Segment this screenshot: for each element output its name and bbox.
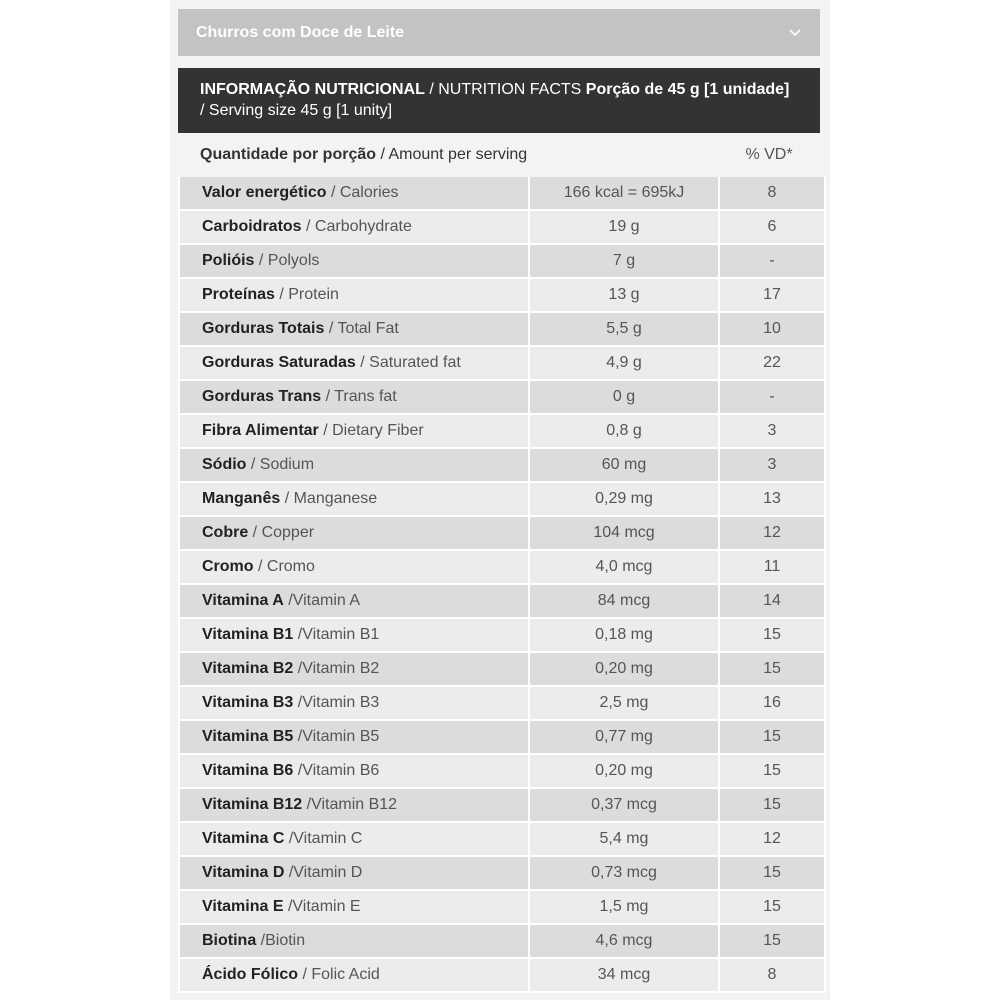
nutrient-name — [179, 482, 529, 516]
table-row — [179, 278, 825, 312]
nutrient-name-pt: Vitamina B1 — [202, 626, 294, 643]
nutrient-name-en: / Total Fat — [324, 320, 399, 337]
header-serving-pt: Porção de 45 g [1 unidade] — [585, 81, 790, 98]
table-row — [179, 720, 825, 754]
nutrient-name-en: /Vitamin E — [283, 898, 361, 915]
nutrient-name-pt: Carboidratos — [202, 218, 302, 235]
nutrient-name — [179, 924, 529, 958]
nutrient-name-en: /Vitamin C — [284, 830, 363, 847]
nutrient-amount: 2,5 mg — [529, 686, 719, 720]
nutrient-name — [179, 210, 529, 244]
nutrient-name-pt: Manganês — [202, 490, 281, 507]
nutrient-name-en: / Folic Acid — [298, 966, 380, 983]
header-serving-en: / Serving size 45 g [1 unity] — [200, 102, 393, 119]
nutrient-name-pt: Proteínas — [202, 286, 275, 303]
nutrient-daily-value: 15 — [719, 788, 825, 822]
nutrient-daily-value: 16 — [719, 686, 825, 720]
table-row — [179, 958, 825, 992]
header-title-pt: INFORMAÇÃO NUTRICIONAL — [200, 81, 425, 98]
nutrient-name-pt: Ácido Fólico — [202, 966, 298, 983]
nutrient-daily-value: 17 — [719, 278, 825, 312]
table-row — [179, 754, 825, 788]
nutrient-amount: 0,20 mg — [529, 652, 719, 686]
table-row — [179, 618, 825, 652]
nutrient-name-pt: Biotina — [202, 932, 257, 949]
nutrient-daily-value: 15 — [719, 618, 825, 652]
nutrient-name — [179, 652, 529, 686]
nutrient-name — [179, 788, 529, 822]
nutrient-name — [179, 312, 529, 346]
nutrient-amount: 0,20 mg — [529, 754, 719, 788]
nutrient-name-en: / Dietary Fiber — [318, 422, 424, 439]
nutrient-name — [179, 278, 529, 312]
nutrient-name-pt: Vitamina A — [202, 592, 284, 609]
nutrient-name-en: / Calories — [326, 184, 399, 201]
nutrient-name-en: / Copper — [248, 524, 315, 541]
nutrient-daily-value: 10 — [719, 312, 825, 346]
nutrient-daily-value: 3 — [719, 414, 825, 448]
nutrient-amount: 4,6 mcg — [529, 924, 719, 958]
nutrient-name-en: /Vitamin B1 — [293, 626, 380, 643]
nutrient-amount: 0,29 mg — [529, 482, 719, 516]
table-row — [179, 482, 825, 516]
nutrient-name — [179, 516, 529, 550]
nutrient-name-pt: Polióis — [202, 252, 255, 269]
nutrient-amount: 1,5 mg — [529, 890, 719, 924]
nutrient-name-pt: Vitamina B5 — [202, 728, 294, 745]
nutrient-amount: 7 g — [529, 244, 719, 278]
nutrient-name-en: / Protein — [274, 286, 339, 303]
accordion-flavor-header[interactable] — [178, 9, 820, 56]
nutrient-daily-value: 11 — [719, 550, 825, 584]
nutrient-name-pt: Vitamina B6 — [202, 762, 294, 779]
nutrient-name-en: /Vitamin A — [283, 592, 360, 609]
nutrient-name-pt: Vitamina B3 — [202, 694, 294, 711]
nutrient-name-en: / Manganese — [280, 490, 378, 507]
nutrient-name — [179, 550, 529, 584]
nutrient-name-en: /Vitamin B3 — [293, 694, 380, 711]
nutrient-amount: 104 mcg — [529, 516, 719, 550]
nutrient-name-en: / Trans fat — [321, 388, 397, 405]
nutrient-name-en: / Cromo — [253, 558, 315, 575]
nutrient-name-en: /Vitamin B5 — [293, 728, 380, 745]
nutrient-name-pt: Vitamina C — [202, 830, 285, 847]
nutrient-amount: 5,5 g — [529, 312, 719, 346]
nutrient-daily-value: - — [719, 244, 825, 278]
table-row — [179, 652, 825, 686]
nutrient-amount: 13 g — [529, 278, 719, 312]
table-row — [179, 448, 825, 482]
nutrient-name-en: / Polyols — [254, 252, 320, 269]
nutrient-amount: 0 g — [529, 380, 719, 414]
nutrient-daily-value: 13 — [719, 482, 825, 516]
nutrient-name-en: /Biotin — [256, 932, 306, 949]
nutrient-name-en: /Vitamin D — [284, 864, 363, 881]
nutrient-name-pt: Vitamina E — [202, 898, 284, 915]
nutrient-amount: 0,8 g — [529, 414, 719, 448]
table-row — [179, 788, 825, 822]
nutrient-daily-value: 8 — [719, 177, 825, 210]
table-row — [179, 312, 825, 346]
nutrient-amount: 166 kcal = 695kJ — [529, 177, 719, 210]
nutrient-amount: 60 mg — [529, 448, 719, 482]
nutrient-name — [179, 448, 529, 482]
nutrient-amount: 84 mcg — [529, 584, 719, 618]
nutrient-daily-value: 3 — [719, 448, 825, 482]
table-row — [179, 550, 825, 584]
table-row — [179, 346, 825, 380]
nutrient-name-pt: Gorduras Trans — [202, 388, 322, 405]
nutrient-name — [179, 618, 529, 652]
nutrient-name-pt: Gorduras Totais — [202, 320, 325, 337]
nutrient-name-en: / Sodium — [246, 456, 315, 473]
nutrient-name-pt: Valor energético — [202, 184, 327, 201]
nutrient-name — [179, 856, 529, 890]
nutrient-name — [179, 686, 529, 720]
table-row — [179, 856, 825, 890]
table-row — [179, 244, 825, 278]
nutrient-name-pt: Cobre — [202, 524, 249, 541]
amount-label-pt: Quantidade por porção — [200, 146, 377, 163]
nutrient-amount: 0,77 mg — [529, 720, 719, 754]
table-row — [179, 210, 825, 244]
nutrient-amount: 19 g — [529, 210, 719, 244]
amount-label — [178, 146, 718, 164]
nutrient-name-en: / Carbohydrate — [301, 218, 412, 235]
nutrient-name-pt: Vitamina B2 — [202, 660, 294, 677]
nutrient-daily-value: 22 — [719, 346, 825, 380]
nutrition-table — [178, 177, 826, 993]
amount-label-en: / Amount per serving — [376, 146, 528, 163]
table-row — [179, 516, 825, 550]
nutrient-name — [179, 346, 529, 380]
nutrient-name-pt: Fibra Alimentar — [202, 422, 319, 439]
nutrient-name — [179, 414, 529, 448]
nutrient-amount: 5,4 mg — [529, 822, 719, 856]
nutrient-name-en: /Vitamin B2 — [293, 660, 380, 677]
nutrient-amount: 4,0 mcg — [529, 550, 719, 584]
table-row — [179, 584, 825, 618]
nutrient-daily-value: 15 — [719, 754, 825, 788]
nutrition-header — [178, 68, 820, 133]
nutrient-name — [179, 177, 529, 210]
amount-per-serving-row — [178, 133, 820, 177]
accordion-title: Churros com Doce de Leite — [196, 23, 405, 41]
nutrient-daily-value: 15 — [719, 720, 825, 754]
header-title-en: / NUTRITION FACTS — [424, 81, 586, 98]
table-row — [179, 686, 825, 720]
table-row — [179, 890, 825, 924]
table-row — [179, 924, 825, 958]
nutrient-name — [179, 380, 529, 414]
nutrient-name-pt: Gorduras Saturadas — [202, 354, 356, 371]
nutrient-daily-value: 12 — [719, 516, 825, 550]
nutrient-name-pt: Vitamina D — [202, 864, 285, 881]
nutrient-daily-value: 15 — [719, 856, 825, 890]
nutrient-name — [179, 244, 529, 278]
vd-column-header: % VD* — [745, 146, 793, 163]
nutrient-daily-value: 15 — [719, 652, 825, 686]
nutrition-facts — [178, 68, 820, 993]
nutrient-amount: 4,9 g — [529, 346, 719, 380]
nutrient-daily-value: 15 — [719, 924, 825, 958]
nutrient-daily-value: 8 — [719, 958, 825, 992]
nutrient-name — [179, 890, 529, 924]
table-row — [179, 380, 825, 414]
table-row — [179, 414, 825, 448]
nutrient-daily-value: 12 — [719, 822, 825, 856]
table-row — [179, 822, 825, 856]
nutrient-name-en: /Vitamin B12 — [302, 796, 398, 813]
chevron-down-icon[interactable] — [788, 26, 802, 40]
nutrient-name-pt: Vitamina B12 — [202, 796, 303, 813]
nutrient-name — [179, 822, 529, 856]
table-row — [179, 177, 825, 210]
nutrient-name — [179, 754, 529, 788]
nutrient-name-en: / Saturated fat — [355, 354, 461, 371]
nutrient-daily-value: 15 — [719, 890, 825, 924]
nutrient-amount: 0,73 mcg — [529, 856, 719, 890]
nutrient-name — [179, 720, 529, 754]
nutrient-daily-value: 6 — [719, 210, 825, 244]
nutrient-amount: 0,37 mcg — [529, 788, 719, 822]
nutrient-amount: 0,18 mg — [529, 618, 719, 652]
nutrient-name-pt: Cromo — [202, 558, 254, 575]
nutrient-name-pt: Sódio — [202, 456, 247, 473]
nutrient-name-en: /Vitamin B6 — [293, 762, 380, 779]
nutrient-daily-value: - — [719, 380, 825, 414]
nutrient-name — [179, 958, 529, 992]
nutrient-amount: 34 mcg — [529, 958, 719, 992]
nutrient-name — [179, 584, 529, 618]
nutrient-daily-value: 14 — [719, 584, 825, 618]
